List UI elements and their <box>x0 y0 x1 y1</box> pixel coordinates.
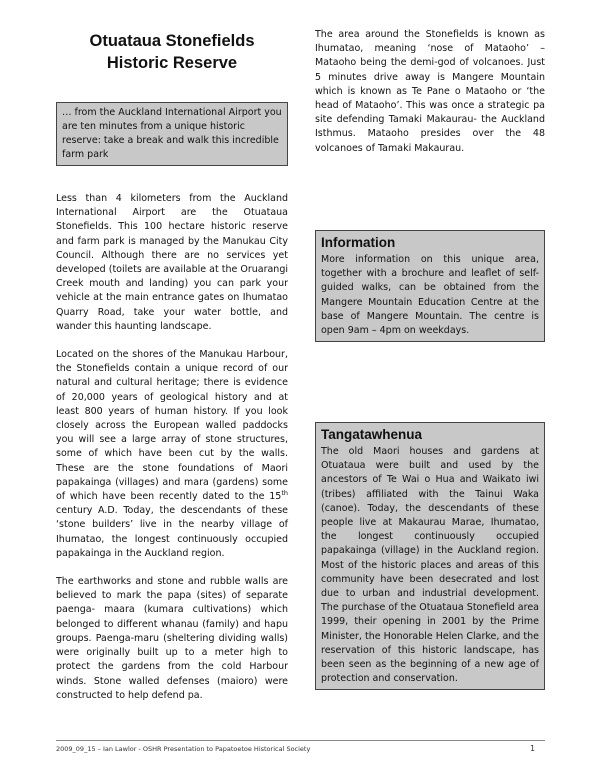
superscript-th: th <box>281 488 288 497</box>
information-text: More information on this unique area, together with a brochure and leaflet of self-guided walks, can be obtained from the Mangere Mountain Education Centre at the base of Mangere Mountain. The centre is open 9am – 4pm on weekdays. <box>321 254 539 337</box>
footer-text: 2009_09_15 – Ian Lawlor - OSHR Presentation to Papatoetoe Historical Society <box>56 745 311 753</box>
left-column <box>56 28 288 703</box>
right-column <box>315 28 545 156</box>
title-line-2: Historic Reserve <box>106 54 238 72</box>
paragraph-heritage-text-end: century A.D. Today, the descendants of these ‘stone builders’ live in the nearby village of Ihumatao, the longest continuously occupied papakainga in the Auckland region. <box>56 505 288 559</box>
paragraph-ihumatao: The area around the Stonefields is known as Ihumatao, meaning ‘nose of Mataoho’ – Mataoho being the demi-god of volcanoes. Just 5 minutes drive away is Mangere Mountain which is known as Te Pane o Mataoho or ‘the head of Mataoho’. This was once a strategic pa site defending Tamaki Makaurau- the Auckland Isthmus. Mataoho presides over the 48 volcanoes of Tamaki Makaurau. <box>315 29 545 154</box>
page-title <box>56 28 288 74</box>
information-heading: Information <box>321 235 396 250</box>
tangatawhenua-text: The old Maori houses and gardens at Otuataua were built and used by the ancestors of Te Wai o Hua and Waikato iwi (tribes) affiliated with the Tainui Waka (canoe). Today, the descendants of these people live at Makaurau Marae, Ihumatao, the longest continuously occupied papakainga (village) in the Auckland region. Most of the historic places and areas of this community have been desecrated and lost due to urban and industrial development. The purchase of the Otuataua Stonefield area 1999, their opening in 2001 by the Prime Minister, the Honorable Helen Clarke, and the reservation of this historic landscape, has been seen as the beginning of a new age of protection and conservation. <box>321 446 539 685</box>
tangatawhenua-heading: Tangatawhenua <box>321 427 423 442</box>
title-line-1: Otuataua Stonefields <box>89 32 255 50</box>
tangatawhenua-box <box>315 422 545 690</box>
paragraph-heritage-text: Located on the shores of the Manukau Harbour, the Stonefields contain a unique record of our natural and cultural heritage; there is evidence of 20,000 years of geological history and at least 800 years of human history. If you look closely across the European walled paddocks you will see a large array of stone structures, some of which have been cut by the walls. These are the stone foundations of Maori papakainga (villages) and mara (gardens) some of which have been recently dated to the 15 <box>56 349 288 503</box>
page-number: 1 <box>530 744 536 753</box>
footer-divider <box>56 740 545 741</box>
paragraph-earthworks: The earthworks and stone and rubble walls are believed to mark the papa (sites) of separate paenga- maara (kumara cultivations) which belonged to different whanau (family) and hapu groups. Paenga-maru (sheltering dividing walls) were originally built up to a meter high to protect the gardens from the cold Harbour winds. Stone walled defenses (maioro) were constructed to help defend pa. <box>56 576 288 701</box>
paragraph-heritage <box>56 348 288 561</box>
paragraph-location: Less than 4 kilometers from the Auckland International Airport are the Otuataua Stonefields. This 100 hectare historic reserve and farm park is managed by the Manukau City Council. Although there are no services yet developed (toilets are available at the Oruarangi Creek mouth and landing) you can park your vehicle at the main entrance gates on Ihumatao Quarry Road, take your water bottle, and wander this haunting landscape. <box>56 193 288 332</box>
intro-callout-box: … from the Auckland International Airport you are ten minutes from a unique historic reserve: take a break and walk this incredible farm park <box>56 102 288 166</box>
information-box <box>315 230 545 342</box>
